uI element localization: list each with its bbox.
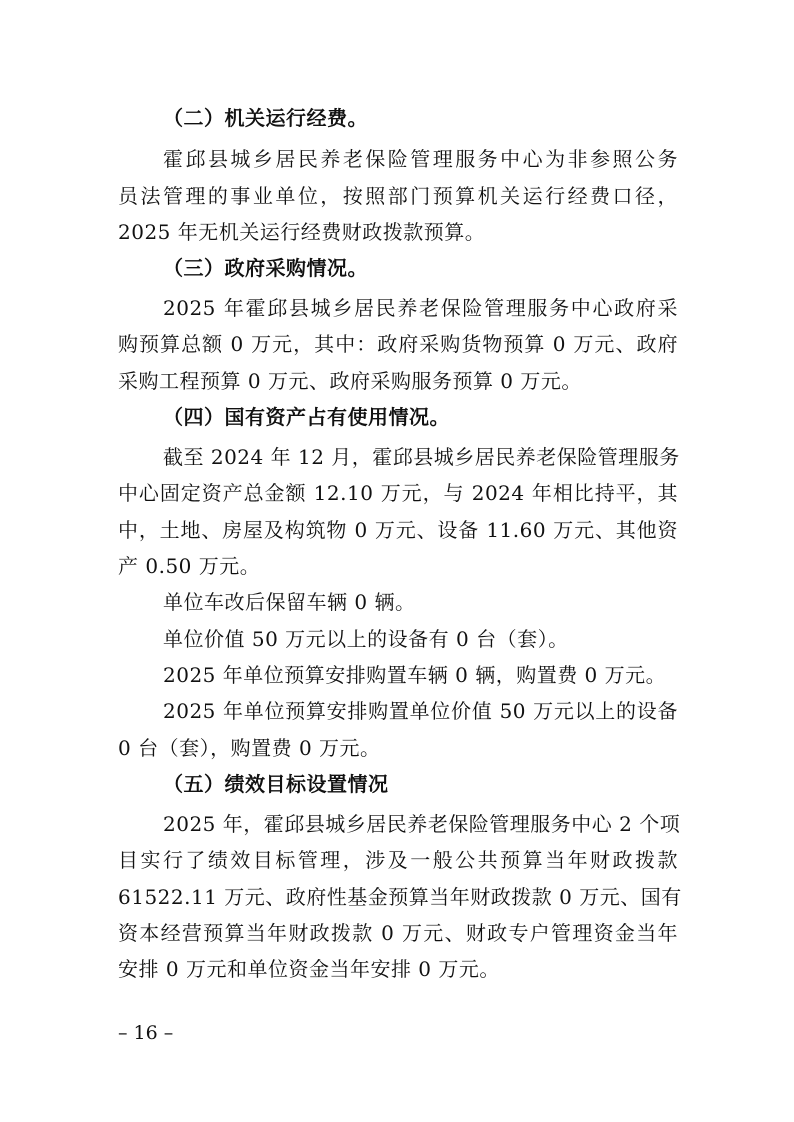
- paragraph-line: 采购工程预算 0 万元、政府采购服务预算 0 万元。: [118, 369, 582, 393]
- paragraph-line: 霍邱县城乡居民养老保险管理服务中心为非参照公务: [163, 147, 678, 171]
- paragraph-line: 61522.11 万元、政府性基金预算当年财政拨款 0 万元、国有: [118, 885, 682, 909]
- page-number: – 16 –: [118, 1022, 174, 1044]
- paragraph-line: 资本经营预算当年财政拨款 0 万元、财政专户管理资金当年: [118, 921, 678, 945]
- paragraph-line: 单位价值 50 万元以上的设备有 0 台（套）。: [163, 627, 569, 651]
- paragraph-line: 2025 年霍邱县城乡居民养老保险管理服务中心政府采: [163, 296, 678, 320]
- paragraph-line: 2025 年单位预算安排购置车辆 0 辆，购置费 0 万元。: [163, 663, 667, 687]
- paragraph-line: 截至 2024 年 12 月，霍邱县城乡居民养老保险管理服务: [163, 445, 680, 469]
- section-heading-operating-expenses: （二）机关运行经费。: [163, 106, 368, 130]
- section-heading-state-assets: （四）国有资产占有使用情况。: [163, 405, 450, 429]
- paragraph-line: 安排 0 万元和单位资金当年安排 0 万元。: [118, 957, 500, 981]
- paragraph-line: 中，土地、房屋及构筑物 0 万元、设备 11.60 万元、其他资: [118, 518, 678, 542]
- section-heading-procurement: （三）政府采购情况。: [163, 256, 368, 280]
- paragraph-line: 产 0.50 万元。: [118, 554, 261, 578]
- paragraph-line: 目实行了绩效目标管理，涉及一般公共预算当年财政拨款: [118, 848, 678, 872]
- paragraph-line: 0 台（套），购置费 0 万元。: [118, 736, 381, 760]
- paragraph-line: 员法管理的事业单位，按照部门预算机关运行经费口径，: [118, 184, 678, 208]
- paragraph-line: 2025 年，霍邱县城乡居民养老保险管理服务中心 2 个项: [163, 812, 681, 836]
- paragraph-line: 2025 年无机关运行经费财政拨款预算。: [118, 220, 486, 244]
- paragraph-line: 单位车改后保留车辆 0 辆。: [163, 590, 416, 614]
- paragraph-line: 购预算总额 0 万元，其中：政府采购货物预算 0 万元、政府: [118, 332, 678, 356]
- paragraph-line: 2025 年单位预算安排购置单位价值 50 万元以上的设备: [163, 699, 678, 723]
- paragraph-line: 中心固定资产总金额 12.10 万元，与 2024 年相比持平，其: [118, 481, 678, 505]
- section-heading-performance-goals: （五）绩效目标设置情况: [163, 772, 389, 796]
